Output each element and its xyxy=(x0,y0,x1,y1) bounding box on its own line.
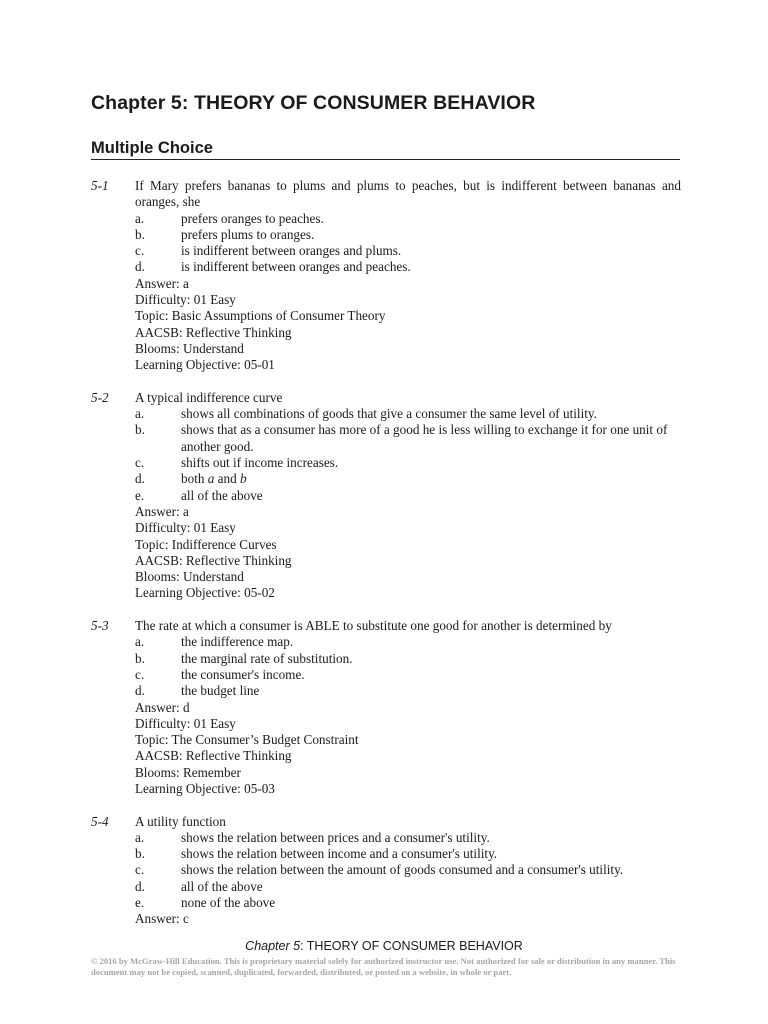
question-meta-line: AACSB: Reflective Thinking xyxy=(135,748,292,764)
answer-option xyxy=(135,895,681,911)
answer-option xyxy=(135,455,681,471)
question-number: 5-3 xyxy=(91,618,109,634)
footer-chapter-rest: : THEORY OF CONSUMER BEHAVIOR xyxy=(300,939,523,953)
option-letter: c. xyxy=(135,243,145,259)
section-divider xyxy=(91,159,680,160)
question-meta-line: Topic: Indifference Curves xyxy=(135,536,277,552)
footer-chapter-label: Chapter 5 xyxy=(245,939,301,953)
option-text-part: b xyxy=(239,471,247,487)
section-title: Multiple Choice xyxy=(91,139,213,157)
option-letter: c. xyxy=(135,455,145,471)
option-text: none of the above xyxy=(181,895,276,911)
question-stem: If Mary prefers bananas to plums and plums to peaches, but is indifferent between bananas and oranges, she xyxy=(135,178,681,210)
option-text: all of the above xyxy=(181,487,263,503)
footer-title xyxy=(0,939,768,953)
answer-option xyxy=(135,651,681,667)
answer-option xyxy=(135,259,681,275)
option-text: shows all combinations of goods that give a consumer the same level of utility. xyxy=(181,406,597,422)
question-list xyxy=(91,178,681,944)
option-text: the indifference map. xyxy=(181,634,294,650)
option-text: prefers oranges to peaches. xyxy=(181,210,324,226)
question-meta-line: Blooms: Remember xyxy=(135,764,241,780)
question-block xyxy=(91,618,681,797)
question-meta-line: Topic: The Consumer’s Budget Constraint xyxy=(135,732,359,748)
question-block xyxy=(91,178,681,374)
answer-option xyxy=(135,406,681,422)
answer-option xyxy=(135,422,681,455)
answer-option xyxy=(135,846,681,862)
answer-option xyxy=(135,471,681,487)
question-meta-line: AACSB: Reflective Thinking xyxy=(135,324,292,340)
option-letter: a. xyxy=(135,210,145,226)
question-number: 5-2 xyxy=(91,389,109,405)
option-text: shows the relation between income and a consumer's utility. xyxy=(181,846,498,862)
answer-option xyxy=(135,830,681,846)
option-text: the consumer's income. xyxy=(181,666,305,682)
option-letter: c. xyxy=(135,862,145,878)
answer-option xyxy=(135,667,681,683)
answer-option xyxy=(135,862,681,878)
question-meta-line: Difficulty: 01 Easy xyxy=(135,292,236,308)
option-text: all of the above xyxy=(181,878,263,894)
option-text: the marginal rate of substitution. xyxy=(181,650,353,666)
question-meta-line: Learning Objective: 05-02 xyxy=(135,585,275,601)
answer-option xyxy=(135,227,681,243)
question-number: 5-1 xyxy=(91,178,109,193)
answer-option xyxy=(135,634,681,650)
question-meta-line: Difficulty: 01 Easy xyxy=(135,715,236,731)
option-text: shifts out if income increases. xyxy=(181,455,339,471)
question-stem: A utility function xyxy=(135,813,226,829)
option-letter: b. xyxy=(135,226,145,242)
option-letter: d. xyxy=(135,259,145,275)
question-block xyxy=(91,390,681,602)
option-letter: c. xyxy=(135,666,145,682)
option-text-part: and xyxy=(214,471,240,487)
question-meta-line: Difficulty: 01 Easy xyxy=(135,520,236,536)
question-meta-line: Blooms: Understand xyxy=(135,340,244,356)
option-letter: d. xyxy=(135,878,145,894)
question-meta-line: Answer: a xyxy=(135,275,189,291)
question-meta-line: Learning Objective: 05-03 xyxy=(135,780,275,796)
question-meta-line: Answer: d xyxy=(135,699,190,715)
question-stem: A typical indifference curve xyxy=(135,389,283,405)
question-block xyxy=(91,814,681,928)
option-text: is indifferent between oranges and peaches. xyxy=(181,259,411,275)
question-number: 5-4 xyxy=(91,813,109,829)
option-text: prefers plums to oranges. xyxy=(181,226,315,242)
copyright-notice: © 2016 by McGraw-Hill Education. This is proprietary material solely for authorized instructor use. Not authorized for sale or distribution in any manner. This document may not be copied, scanned, duplicated, forwarded, distributed, or posted on a website, in whole or part. xyxy=(91,956,676,977)
answer-option xyxy=(135,243,681,259)
chapter-title: Chapter 5: THEORY OF CONSUMER BEHAVIOR xyxy=(91,92,536,114)
question-stem: The rate at which a consumer is ABLE to substitute one good for another is determined by xyxy=(135,618,612,634)
answer-option xyxy=(135,879,681,895)
question-meta-line: Learning Objective: 05-01 xyxy=(135,357,275,373)
option-letter: e. xyxy=(135,895,145,911)
answer-option xyxy=(135,488,681,504)
option-letter: a. xyxy=(135,634,145,650)
option-text: shows that as a consumer has more of a good he is less willing to exchange it for one unit of another good. xyxy=(181,422,668,454)
question-meta-line: AACSB: Reflective Thinking xyxy=(135,552,292,568)
option-text xyxy=(181,471,247,486)
option-letter: b. xyxy=(135,846,145,862)
option-text-part: a xyxy=(207,471,215,487)
option-letter: b. xyxy=(135,650,145,666)
option-text: shows the relation between the amount of goods consumed and a consumer's utility. xyxy=(181,862,624,878)
option-text-part: both xyxy=(181,471,208,487)
option-letter: e. xyxy=(135,487,145,503)
option-letter: d. xyxy=(135,683,145,699)
option-letter: d. xyxy=(135,471,145,487)
option-text: is indifferent between oranges and plums. xyxy=(181,243,402,259)
answer-option xyxy=(135,683,681,699)
question-meta-line: Answer: a xyxy=(135,503,189,519)
answer-option xyxy=(135,211,681,227)
option-letter: a. xyxy=(135,406,145,422)
option-text: shows the relation between prices and a consumer's utility. xyxy=(181,829,490,845)
option-letter: a. xyxy=(135,829,145,845)
question-meta-line: Answer: c xyxy=(135,911,189,927)
question-meta-line: Topic: Basic Assumptions of Consumer Theory xyxy=(135,308,386,324)
question-meta-line: Blooms: Understand xyxy=(135,569,244,585)
option-text: the budget line xyxy=(181,683,260,699)
option-letter: b. xyxy=(135,422,145,438)
